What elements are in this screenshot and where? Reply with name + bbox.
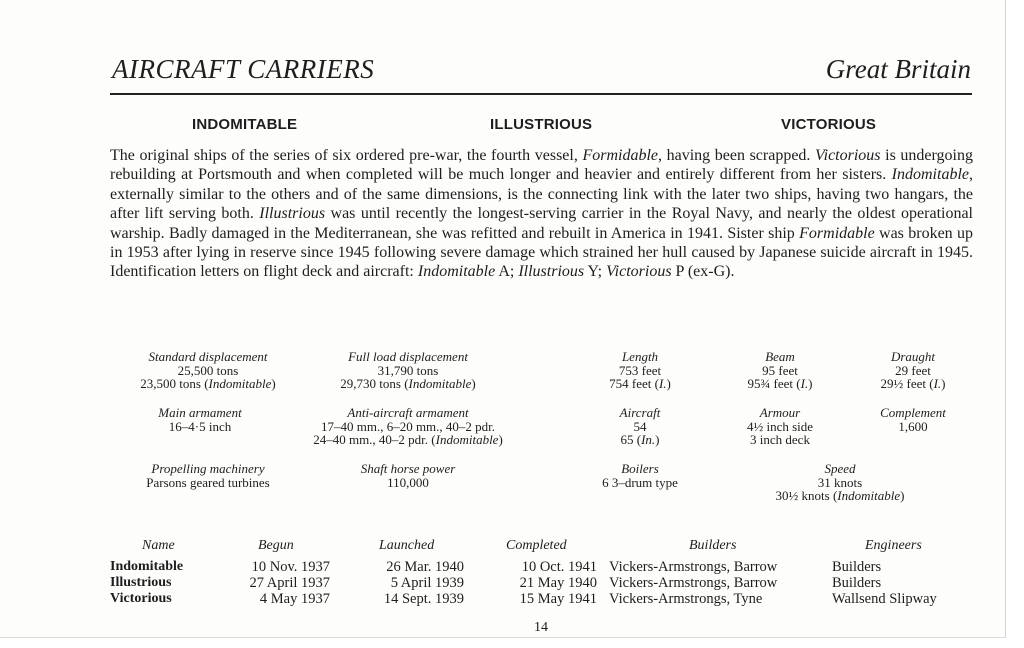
table-cell-launched: 5 April 1939 <box>390 575 464 591</box>
table-cell-builders: Vickers-Armstrongs, Tyne <box>609 591 763 607</box>
table-cell-name: Illustrious <box>110 575 172 590</box>
table-cell-engineers: Builders <box>832 575 882 591</box>
country-title: Great Britain <box>825 54 971 84</box>
table-cell-launched: 26 Mar. 1940 <box>386 559 464 575</box>
table-header-completed: Completed <box>506 538 567 553</box>
spec-main-armament: Main armament 16–4·5 inch <box>158 405 242 434</box>
spec-armour: Armour 4½ inch side 3 inch deck <box>746 405 814 447</box>
table-cell-engineers: Builders <box>832 559 882 575</box>
spec-anti-aircraft-armament: Anti-aircraft armament 17–40 mm., 6–20 mm., 40–2 pdr. 24–40 mm., 40–2 pdr. (Indomitable) <box>313 405 503 447</box>
table-header-builders: Builders <box>689 538 737 553</box>
spec-length: Length 753 feet 754 feet (I.) <box>609 349 671 391</box>
table-cell-begun: 10 Nov. 1937 <box>251 559 330 575</box>
spec-full-load-displacement: Full load displacement 31,790 tons 29,730 tons (Indomitable) <box>340 349 476 391</box>
table-cell-name: Indomitable <box>110 559 184 574</box>
table-cell-launched: 14 Sept. 1939 <box>383 591 464 607</box>
table-header-launched: Launched <box>379 538 435 553</box>
table-cell-completed: 21 May 1940 <box>519 575 597 591</box>
section-title: AIRCRAFT CARRIERS <box>112 54 375 84</box>
spec-propelling-machinery: Propelling machinery Parsons geared turbines <box>146 461 270 490</box>
table-cell-begun: 4 May 1937 <box>259 591 330 607</box>
spec-aircraft: Aircraft 54 65 (In.) <box>619 405 661 447</box>
table-cell-builders: Vickers-Armstrongs, Barrow <box>609 559 778 575</box>
table-cell-completed: 10 Oct. 1941 <box>521 559 597 575</box>
ship-name-indomitable: INDOMITABLE <box>192 116 298 133</box>
table-header-engineers: Engineers <box>865 538 922 553</box>
spec-boilers: Boilers 6 3–drum type <box>602 461 678 490</box>
ship-name-illustrious: ILLUSTRIOUS <box>490 116 593 133</box>
spec-standard-displacement: Standard displacement 25,500 tons 23,500 tons (Indomitable) <box>140 349 276 391</box>
ship-name-victorious: VICTORIOUS <box>781 116 877 133</box>
table-header-name: Name <box>142 538 175 553</box>
table-cell-begun: 27 April 1937 <box>249 575 330 591</box>
spec-draught: Draught 29 feet 29½ feet (I.) <box>880 349 946 391</box>
table-cell-completed: 15 May 1941 <box>519 591 597 607</box>
spec-complement: Complement 1,600 <box>880 405 946 434</box>
table-cell-name: Victorious <box>110 591 172 606</box>
spec-speed: Speed 31 knots 30½ knots (Indomitable) <box>775 461 905 503</box>
description-paragraph: The original ships of the series of six ordered pre-war, the fourth vessel, Formidable, having been scrapped. Victorious is undergoing rebuilding at Portsmouth and when completed will be much longer and heavier and entirely different from her sisters. Indomitable, externally similar to the others and of the same dimensions, is the connecting link with the later two ships, having two hangars, the after lift serving both. Illustrious was until recently the longest-serving carrier in the Royal Navy, and nearly the oldest operational warship. Badly damaged in the Mediterranean, she was refitted and rebuilt in America in 1941. Sister ship Formidable was broken up in 1953 after lying in reserve since 1945 following severe damage which strained her hull caused by Japanese suicide aircraft in 1945. Identification letters on flight deck and aircraft: Indomitable A; Illustrious Y; Victorious P (ex-G). <box>110 147 974 281</box>
spec-shaft-horse-power: Shaft horse power 110,000 <box>360 461 456 490</box>
spec-beam: Beam 95 feet 95¾ feet (I.) <box>747 349 813 391</box>
table-header-begun: Begun <box>258 538 294 553</box>
table-cell-builders: Vickers-Armstrongs, Barrow <box>609 575 778 591</box>
table-cell-engineers: Wallsend Slipway <box>832 591 937 607</box>
header-rule <box>110 93 972 95</box>
page-number: 14 <box>534 620 548 635</box>
